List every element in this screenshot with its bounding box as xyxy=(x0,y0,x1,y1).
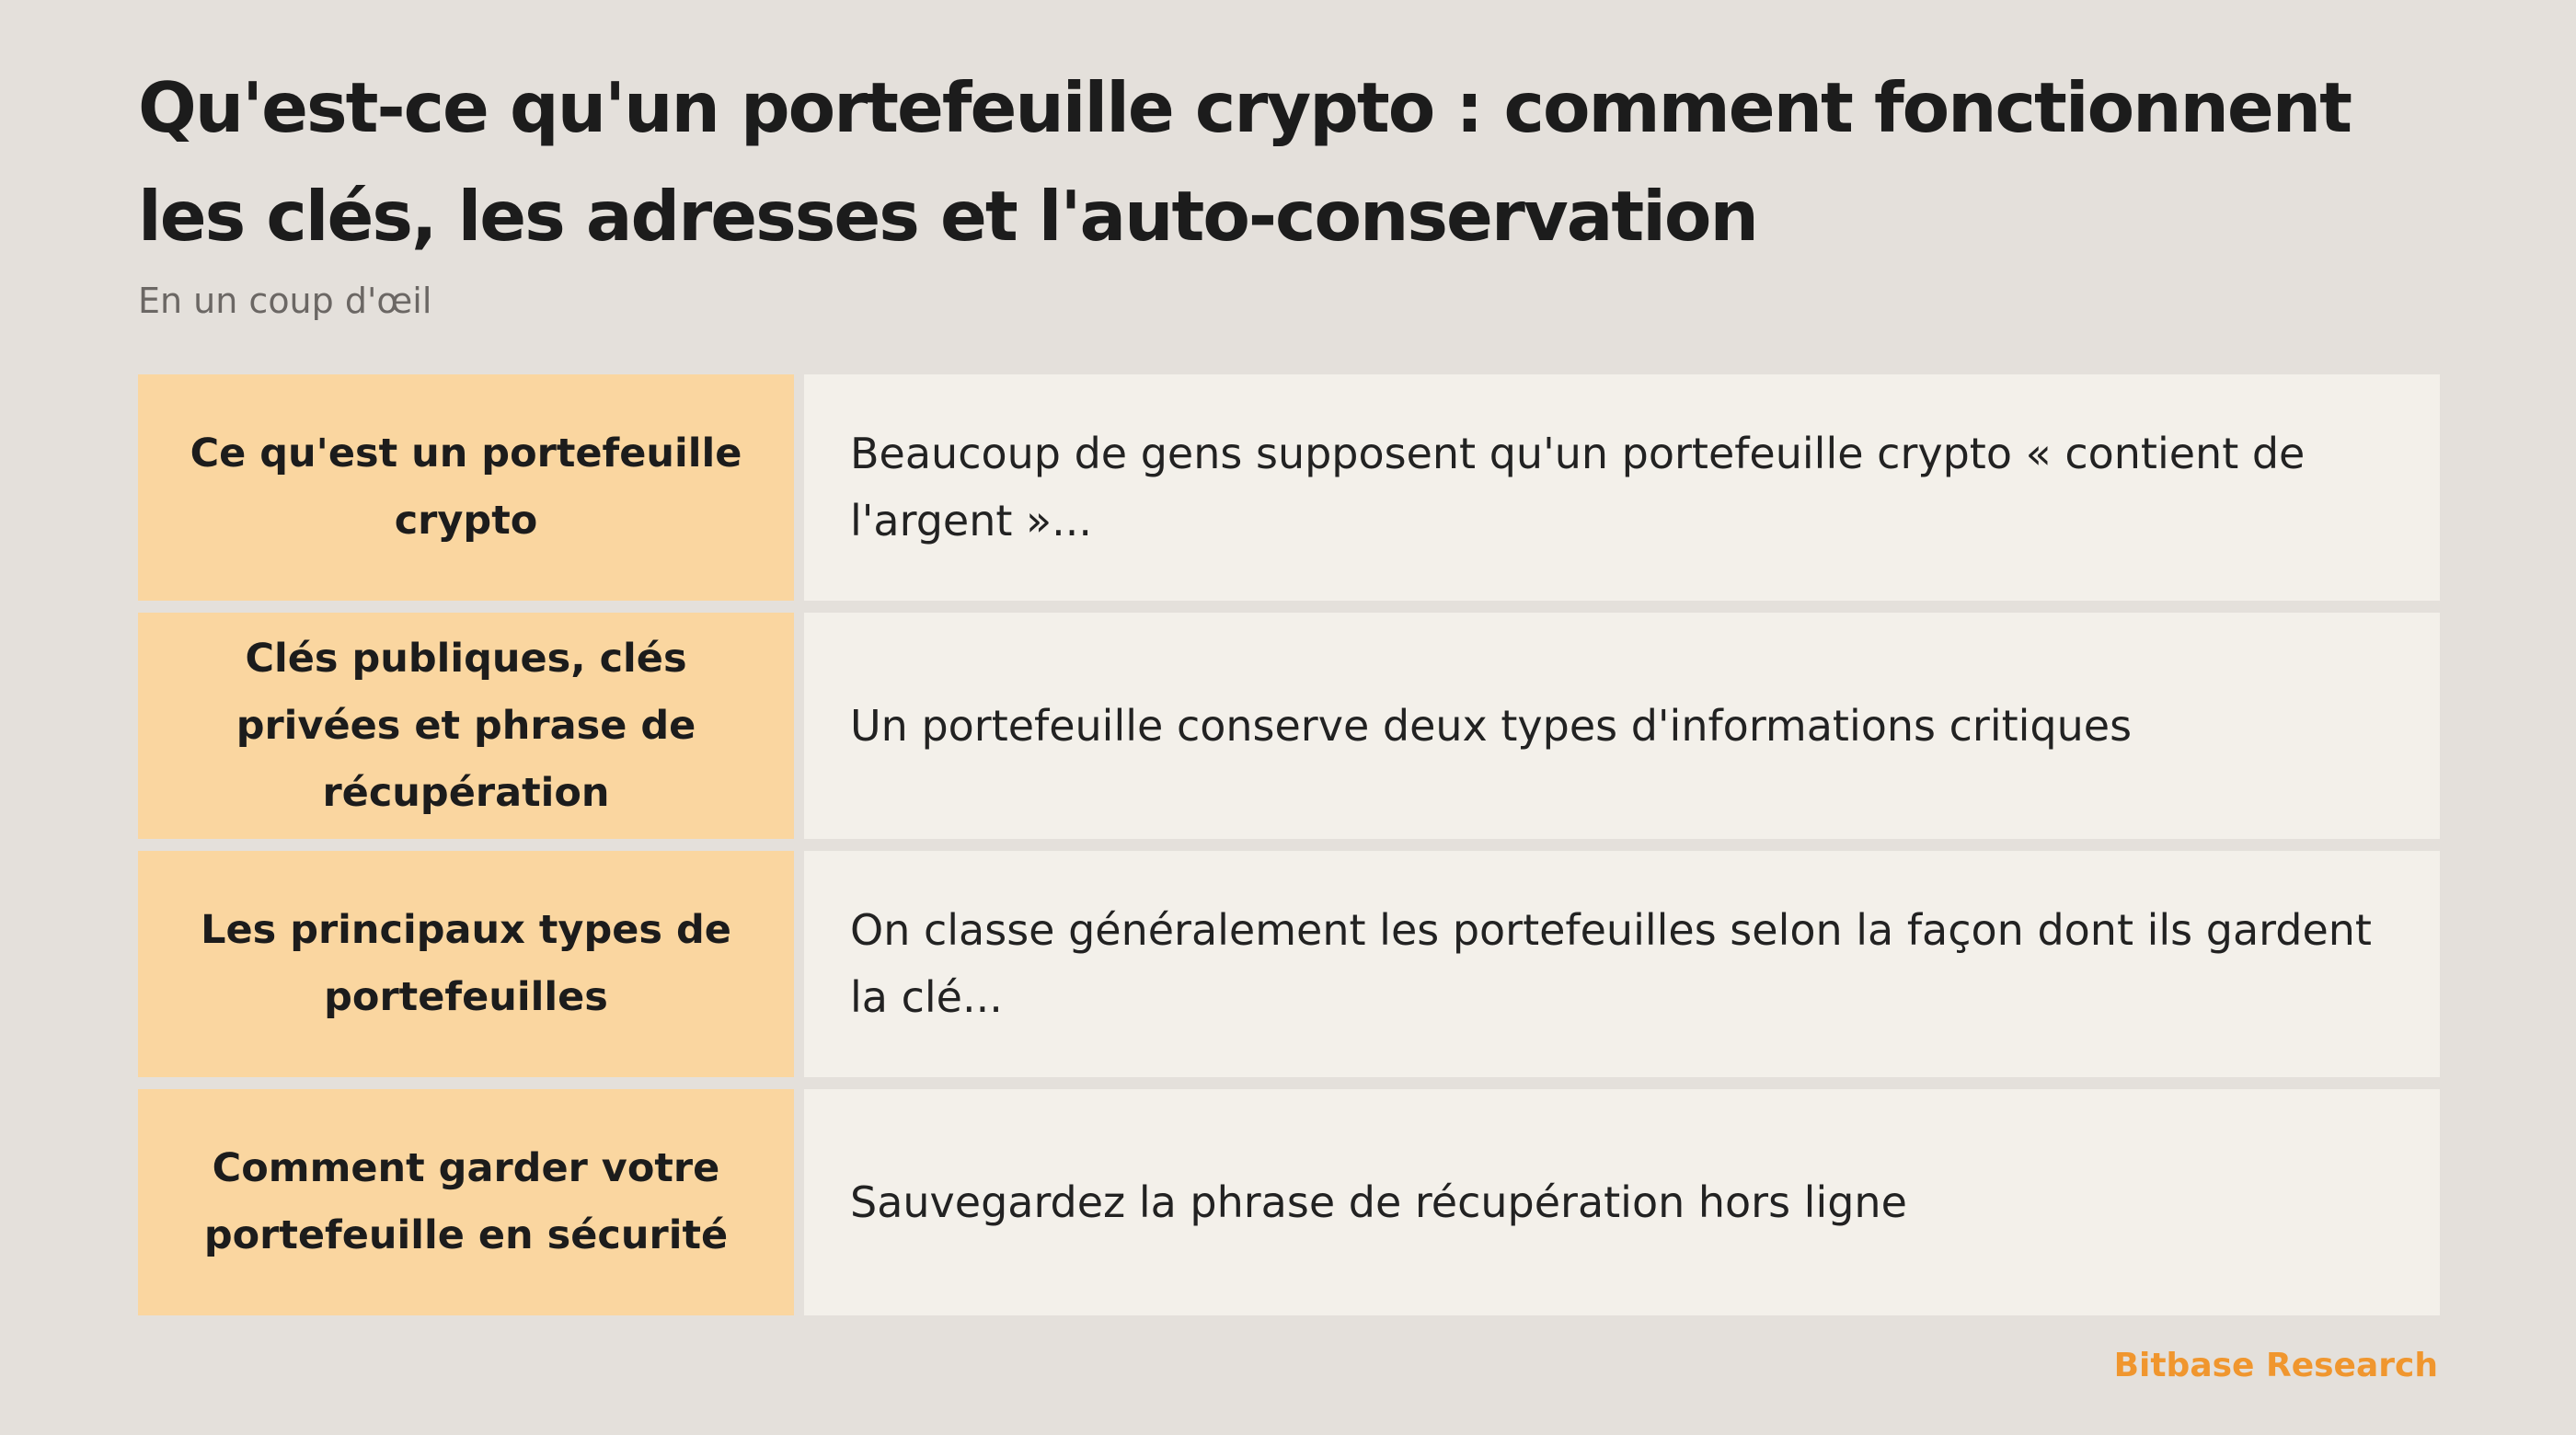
table-row xyxy=(138,613,2440,839)
header xyxy=(138,53,2440,324)
row-value-cell: On classe généralement les portefeuilles selon la façon dont ils gardent la clé... xyxy=(804,851,2440,1077)
row-key-cell: Clés publiques, clés privées et phrase de récupération xyxy=(138,613,794,839)
table-row xyxy=(138,374,2440,601)
row-key-cell: Ce qu'est un portefeuille crypto xyxy=(138,374,794,601)
page-title: Qu'est-ce qu'un portefeuille crypto : comment fonctionnent les clés, les adresses et l'auto-conservation xyxy=(138,67,2351,257)
row-value-cell: Beaucoup de gens supposent qu'un portefeuille crypto « contient de l'argent »... xyxy=(804,374,2440,601)
row-key-cell: Les principaux types de portefeuilles xyxy=(138,851,794,1077)
table-row xyxy=(138,1089,2440,1315)
summary-table xyxy=(138,374,2440,1315)
row-key-cell: Comment garder votre portefeuille en sécurité xyxy=(138,1089,794,1315)
page-subtitle: En un coup d'œil xyxy=(138,281,432,321)
row-value-cell: Sauvegardez la phrase de récupération hors ligne xyxy=(804,1089,2440,1315)
brand-footer: Bitbase Research xyxy=(2113,1347,2438,1384)
row-value-cell: Un portefeuille conserve deux types d'informations critiques xyxy=(804,613,2440,839)
table-row xyxy=(138,851,2440,1077)
